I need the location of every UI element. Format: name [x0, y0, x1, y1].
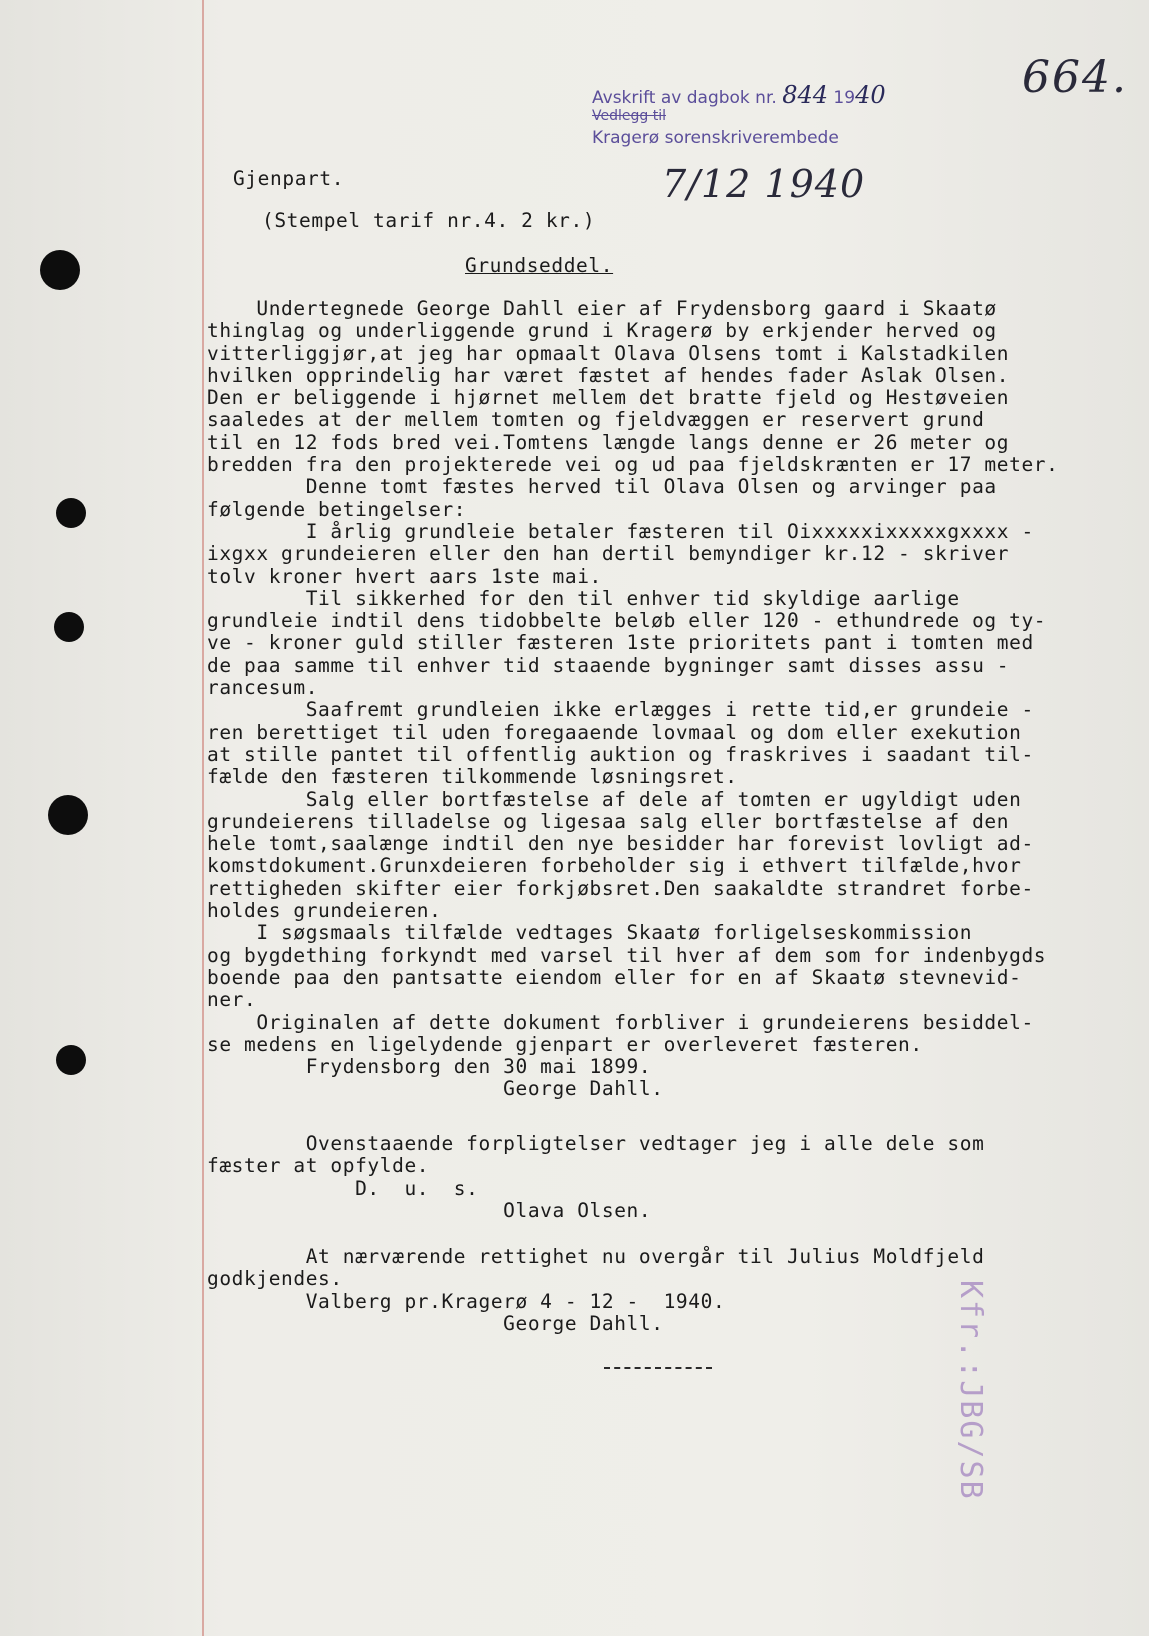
body-line: se medens en ligelydende gjenpart er overleveret fæsteren.: [207, 1032, 923, 1056]
body-line: hvilken opprindelig har været fæstet af hendes fader Aslak Olsen.: [207, 363, 1010, 387]
punch-hole-2: [56, 498, 86, 528]
body-line: Frydensborg den 30 mai 1899.: [207, 1055, 652, 1079]
body-line: boende paa den pantsatte eiendom eller for en af Skaatø stevnevid-: [207, 965, 1022, 989]
body-line: thinglag og underliggende grund i Kragerø by erkjender herved og: [207, 319, 997, 343]
body-line: ner.: [207, 988, 257, 1012]
body-line: rettigheden skifter eier forkjøbsret.Den saakaldte strandret forbe-: [207, 876, 1034, 900]
registry-stamp: [592, 81, 886, 149]
body-line: Saafremt grundleien ikke erlægges i rette tid,er grundeie -: [207, 698, 1034, 722]
body-line: de paa samme til enhver tid staaende bygninger samt disses assu -: [207, 653, 1010, 677]
page-number: 664.: [1022, 52, 1128, 103]
punch-hole-5: [56, 1045, 86, 1075]
transfer-line: George Dahll.: [207, 1311, 664, 1335]
body-line: og bygdething forkyndt med varsel til hver af dem som for indenbygds: [207, 943, 1047, 967]
stamp-line3: Kragerø sorenskriverembede: [592, 128, 839, 148]
body-line: bredden fra den projekterede vei og ud paa fjeldskrænten er 17 meter.: [207, 453, 1059, 477]
transfer-line: Valberg pr.Kragerø 4 - 12 - 1940.: [207, 1289, 726, 1313]
stamp-line2: Vedlegg til: [592, 108, 666, 124]
body-line: følgende betingelser:: [207, 497, 467, 521]
body-line: Salg eller bortfæstelse af dele af tomten er ugyldigt uden: [207, 787, 1022, 811]
acceptance-text: [207, 1133, 984, 1222]
transfer-line: godkjendes.: [207, 1267, 343, 1291]
body-line: Til sikkerhed for den til enhver tid skyldige aarlige: [207, 586, 960, 610]
acceptance-line: fæster at opfylde.: [207, 1154, 430, 1178]
punch-hole-1: [40, 250, 80, 290]
stamp-year-suffix: 40: [855, 81, 886, 109]
acceptance-line: Olava Olsen.: [207, 1198, 652, 1222]
body-line: vitterliggjør,at jeg har opmaalt Olava Olsens tomt i Kalstadkilen: [207, 341, 1010, 365]
body-line: hele tomt,saalænge indtil den nye besidder har forevist lovligt ad-: [207, 832, 1034, 856]
body-line: ren berettiget til uden foregaaende lovmaal og dom eller exekution: [207, 720, 1022, 744]
transfer-text: [207, 1246, 984, 1335]
body-line: Den er beliggende i hjørnet mellem det bratte fjeld og Hestøveien: [207, 386, 1010, 410]
body-line: Undertegnede George Dahll eier af Frydensborg gaard i Skaatø: [207, 297, 997, 320]
body-line: til en 12 fods bred vei.Tomtens længde langs denne er 26 meter og: [207, 430, 1010, 454]
body-line: fælde den fæsteren tilkommende løsningsret.: [207, 765, 738, 789]
gjenpart-label: Gjenpart.: [233, 167, 345, 190]
body-line: tolv kroner hvert aars 1ste mai.: [207, 564, 602, 588]
handwritten-date: 7/12 1940: [662, 162, 866, 206]
document-title: Grundseddel.: [465, 254, 614, 277]
body-line: ve - kroner guld stiller fæsteren 1ste prioritets pant i tomten med: [207, 631, 1034, 655]
body-line: at stille pantet til offentlig auktion og fraskrives i saadant til-: [207, 742, 1034, 766]
body-line: grundleie indtil dens tidobbelte beløb eller 120 - ethundrede og ty-: [207, 609, 1047, 633]
body-line: grundeierens tilladelse og ligesaa salg eller bortfæstelse af den: [207, 809, 1010, 833]
acceptance-line: D. u. s.: [207, 1176, 479, 1200]
stamp-year-prefix: 19: [833, 88, 856, 108]
body-line: holdes grundeieren.: [207, 899, 442, 923]
body-line: Denne tomt fæstes herved til Olava Olsen og arvinger paa: [207, 475, 997, 499]
stamp-dagbok-number: 844: [782, 81, 829, 109]
body-line: komstdokument.Grunxdeieren forbeholder sig i ethvert tilfælde,hvor: [207, 854, 1022, 878]
body-line: I årlig grundleie betaler fæsteren til Oixxxxxixxxxxgxxxx -: [207, 519, 1034, 543]
acceptance-line: Ovenstaaende forpligtelser vedtager jeg i alle dele som: [207, 1132, 985, 1155]
body-line: Originalen af dette dokument forbliver i grundeierens besiddel-: [207, 1010, 1034, 1034]
punch-hole-3: [54, 612, 84, 642]
transfer-line: At nærværende rettighet nu overgår til Julius Moldfjeld: [207, 1245, 985, 1268]
body-line: ixgxx grundeieren eller den han dertil bemyndiger kr.12 - skriver: [207, 542, 1010, 566]
stempel-line: (Stempel tarif nr.4. 2 kr.): [262, 209, 596, 232]
body-line: I søgsmaals tilfælde vedtages Skaatø forligelseskommission: [207, 921, 973, 945]
closing-dash-line: [604, 1367, 712, 1369]
side-stamp: Kfr.:JBG/SB: [953, 1280, 988, 1501]
body-text: [207, 298, 1058, 1101]
body-line: George Dahll.: [207, 1077, 664, 1101]
punch-hole-4: [48, 795, 88, 835]
body-line: rancesum.: [207, 676, 319, 700]
margin-line: [202, 0, 204, 1636]
stamp-line1-prefix: Avskrift av dagbok nr.: [592, 88, 777, 108]
body-line: saaledes at der mellem tomten og fjeldvæggen er reservert grund: [207, 408, 985, 432]
